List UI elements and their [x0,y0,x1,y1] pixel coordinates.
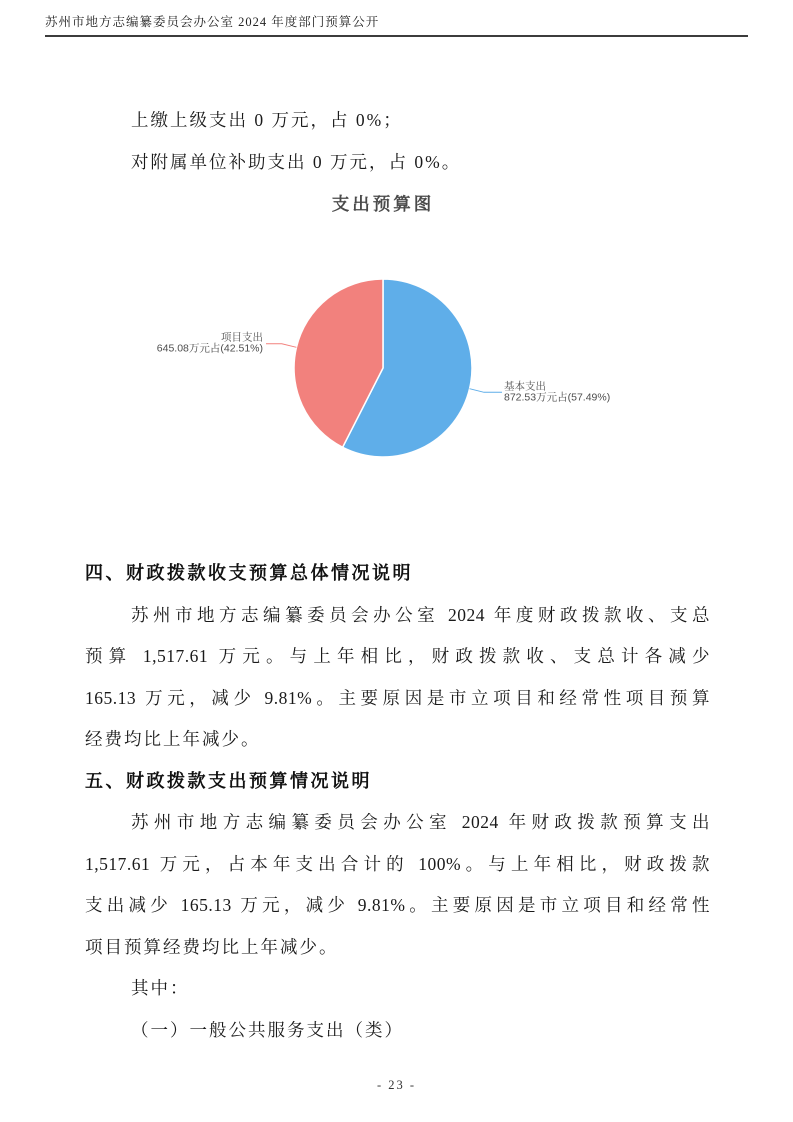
label-line-project [266,344,296,348]
text-line: 165.13 万元，减少 9.81%。主要原因是市立项目和经常性项目预算 [85,687,710,708]
label-line-basic [470,389,503,393]
page-number: - 23 - [376,1078,417,1092]
text-line: 预算 1,517.61 万元。与上年相比，财政拨款收、支总计各减少 [85,646,710,666]
document-header-title: 苏州市地方志编纂委员会办公室 2024 年度部门预算公开 [45,12,748,37]
pie-label-project-value: 645.08万元占(42.51%) [156,342,263,355]
section5-heading: 五、财政拨款支出预算情况说明 [85,770,372,791]
text-line: 对附属单位补助支出 0 万元，占 0%。 [131,151,462,172]
section4-paragraph [85,595,710,761]
text-line: 经费均比上年减少。 [85,729,261,749]
pie-label-basic-value: 872.53万元占(57.49%) [504,391,611,404]
tail-paragraphs [85,968,710,1051]
section4-heading: 四、财政拨款收支预算总体情况说明 [85,563,413,583]
section5-paragraph [85,802,710,968]
text-line: 上缴上级支出 0 万元，占 0%； [131,110,403,130]
pie-chart-svg [100,240,700,490]
main-text-flow [85,553,710,1051]
pie-label-project-name: 项目支出 [221,331,263,344]
text-line: （一）一般公共服务支出（类） [131,1019,404,1040]
text-line: 其中： [131,978,190,998]
text-line: 苏州市地方志编纂委员会办公室 2024 年度财政拨款收、支总 [131,604,710,625]
text-line: 支出减少 165.13 万元，减少 9.81%。主要原因是市立项目和经常性 [85,895,710,915]
text-line: 项目预算经费均比上年减少。 [85,936,339,957]
expenditure-pie-chart [100,240,700,490]
text-line: 1,517.61 万元，占本年支出合计的 100%。与上年相比，财政拨款 [85,853,710,874]
intro-paragraphs [85,100,710,183]
text-line: 苏州市地方志编纂委员会办公室 2024 年财政拨款预算支出 [131,812,710,832]
chart-title: 支出预算图 [331,194,435,214]
pie-label-basic-name: 基本支出 [504,380,546,393]
